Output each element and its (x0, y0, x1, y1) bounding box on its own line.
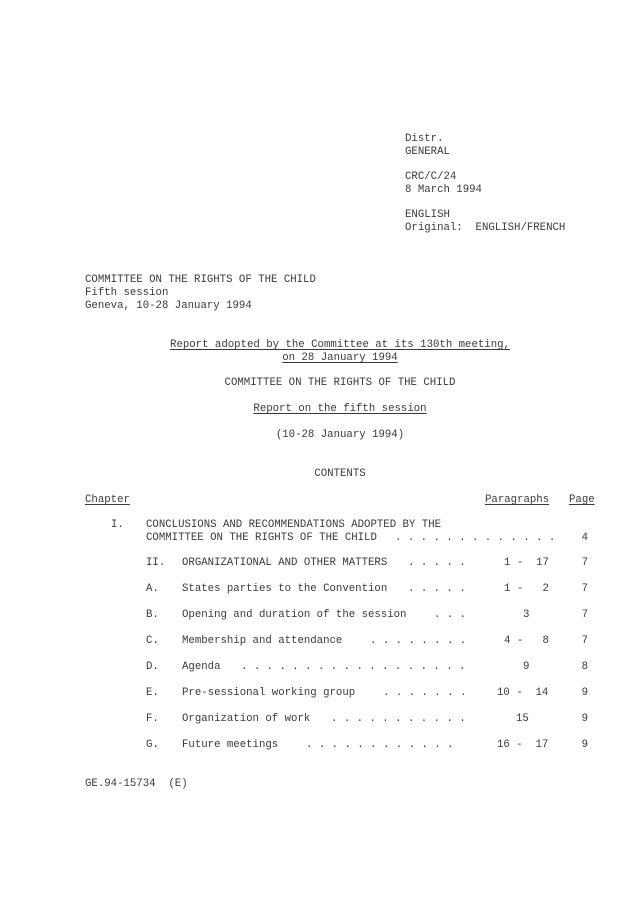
job-number: GE.94-15734 (E) (85, 778, 188, 790)
column-header-chapter: Chapter (85, 494, 130, 506)
toc-title: Agenda (182, 661, 221, 673)
toc-title-continued: COMMITTEE ON THE RIGHTS OF THE CHILD (146, 532, 377, 544)
toc-leader: . . . . . . . . . . . . . . . . . . (241, 661, 466, 673)
report-adopted-line-2: on 28 January 1994 (282, 352, 398, 364)
toc-page: 4 (581, 532, 588, 544)
toc-number: II. (146, 557, 166, 569)
document-symbol: CRC/C/24 (405, 171, 457, 183)
toc-leader: . . . . . (408, 557, 466, 569)
toc-page: 8 (581, 661, 588, 673)
toc-paragraphs: 1 - 2 (504, 583, 549, 595)
toc-title: Future meetings (182, 739, 279, 751)
report-dates: (10-28 January 1994) (275, 429, 405, 441)
toc-title: ORGANIZATIONAL AND OTHER MATTERS (182, 557, 388, 569)
committee-name: COMMITTEE ON THE RIGHTS OF THE CHILD (85, 274, 316, 286)
document-language: ENGLISH (405, 209, 450, 221)
toc-number: I. (111, 519, 124, 531)
toc-leader: . . . . . . . . . . . (331, 713, 466, 725)
title-committee: COMMITTEE ON THE RIGHTS OF THE CHILD (224, 377, 456, 389)
toc-title: Organization of work (182, 713, 311, 725)
contents-heading: CONTENTS (314, 468, 366, 480)
toc-paragraphs: 15 (516, 713, 529, 725)
toc-page: 7 (581, 635, 588, 647)
toc-title: States parties to the Convention (182, 583, 388, 595)
toc-number: E. (146, 687, 159, 699)
toc-title: Membership and attendance (182, 635, 343, 647)
report-title: Report on the fifth session (253, 403, 427, 415)
toc-leader: . . . . . . . . . . . . (306, 739, 454, 751)
document-date: 8 March 1994 (405, 184, 482, 196)
distribution-value: GENERAL (405, 146, 450, 158)
toc-leader: . . . . . . . . . . . . . (395, 532, 556, 544)
toc-paragraphs: 4 - 8 (504, 635, 549, 647)
toc-page: 9 (581, 687, 588, 699)
toc-page: 7 (581, 609, 588, 621)
toc-leader: . . . . . . . (383, 687, 467, 699)
toc-page: 7 (581, 583, 588, 595)
report-adopted-line-1: Report adopted by the Committee at its 130th meeting, (170, 339, 510, 351)
toc-title: Pre-sessional working group (182, 687, 356, 699)
column-header-page: Page (569, 494, 595, 506)
toc-paragraphs: 9 (523, 661, 530, 673)
session-name: Fifth session (85, 287, 169, 299)
toc-paragraphs: 10 - 14 (497, 687, 549, 699)
column-header-paragraphs: Paragraphs (485, 494, 550, 506)
toc-paragraphs: 16 - 17 (497, 739, 549, 751)
toc-page: 9 (581, 713, 588, 725)
toc-number: A. (146, 583, 159, 595)
toc-page: 7 (581, 557, 588, 569)
toc-leader: . . . (434, 609, 467, 621)
toc-title: Opening and duration of the session (182, 609, 407, 621)
toc-leader: . . . . . (408, 583, 466, 595)
toc-number: G. (146, 739, 159, 751)
original-language: Original: ENGLISH/FRENCH (405, 222, 566, 234)
toc-paragraphs: 3 (523, 609, 530, 621)
toc-page: 9 (581, 739, 588, 751)
toc-title: CONCLUSIONS AND RECOMMENDATIONS ADOPTED BY THE (146, 519, 442, 531)
toc-number: C. (146, 635, 159, 647)
toc-number: B. (146, 609, 159, 621)
toc-paragraphs: 1 - 17 (504, 557, 549, 569)
session-place-dates: Geneva, 10-28 January 1994 (85, 300, 252, 312)
toc-number: D. (146, 661, 159, 673)
distribution-label: Distr. (405, 133, 444, 145)
toc-number: F. (146, 713, 159, 725)
toc-leader: . . . . . . . . (370, 635, 467, 647)
